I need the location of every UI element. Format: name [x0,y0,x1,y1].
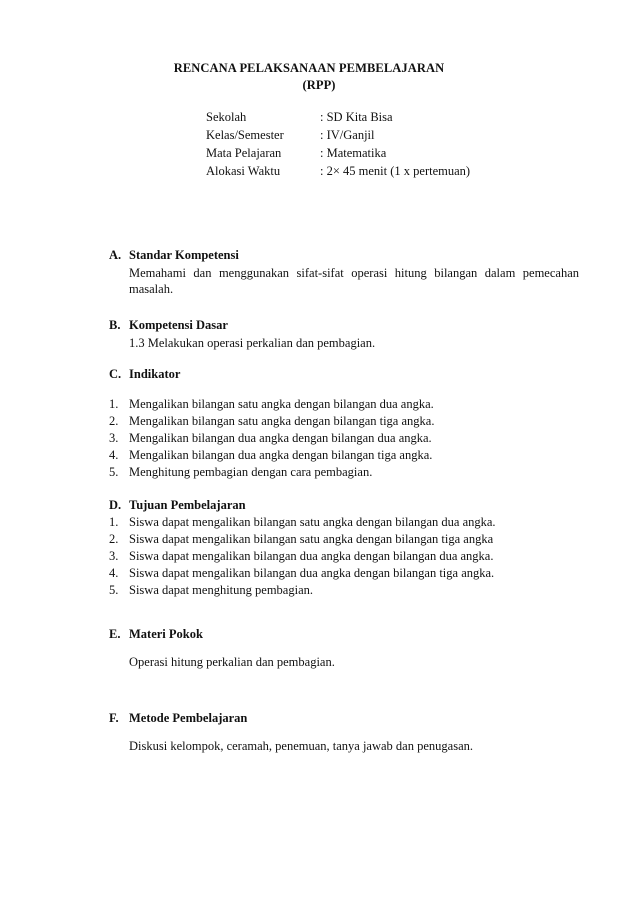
section-body-line: Memahami dan menggunakan sifat-sifat operasi hitung bilangan dalam pemecahan [129,266,579,280]
list-number: 4. [109,566,119,580]
section-letter: E. [109,627,121,641]
info-label: Mata Pelajaran [206,146,282,160]
list-item [109,531,579,548]
info-row-sekolah [206,109,536,127]
section-body [109,738,579,754]
list-text: Siswa dapat mengalikan bilangan satu angka dengan bilangan dua angka. [129,515,496,529]
list-item [109,430,579,447]
list-text: Siswa dapat mengalikan bilangan satu angka dengan bilangan tiga angka [129,532,494,546]
list-text: Mengalikan bilangan dua angka dengan bilangan tiga angka. [129,448,433,462]
section-letter: C. [109,367,122,381]
info-row-mata-pelajaran [206,145,536,163]
identity-table [206,109,536,181]
section-heading-text: Tujuan Pembelajaran [129,498,246,512]
section-heading-text: Indikator [129,367,181,381]
section-metode-pembelajaran [109,710,579,754]
section-heading-text: Materi Pokok [129,627,203,641]
list-text: Mengalikan bilangan satu angka dengan bilangan tiga angka. [129,414,435,428]
list-number: 4. [109,448,119,462]
section-heading [109,626,579,644]
list-text: Mengalikan bilangan satu angka dengan bilangan dua angka. [129,397,434,411]
info-value: : SD Kita Bisa [320,110,393,124]
list-item [109,548,579,565]
section-standar-kompetensi [109,247,579,297]
list-number: 1. [109,397,119,411]
section-body-line: masalah. [129,282,174,296]
list-number: 3. [109,431,119,445]
list-item [109,565,579,582]
section-heading-text: Kompetensi Dasar [129,318,228,332]
section-body-line: Diskusi kelompok, ceramah, penemuan, tanya jawab dan penugasan. [129,739,473,753]
section-heading [109,366,579,384]
section-heading-text: Metode Pembelajaran [129,711,248,725]
list-number: 5. [109,583,119,597]
section-tujuan-pembelajaran [109,497,579,599]
section-body [109,654,579,670]
section-letter: B. [109,318,121,332]
section-heading [109,710,579,728]
info-label: Kelas/Semester [206,128,284,142]
section-letter: D. [109,498,122,512]
info-value: : 2× 45 menit (1 x pertemuan) [320,164,471,178]
list-number: 3. [109,549,119,563]
section-indikator [109,366,579,481]
list-text: Mengalikan bilangan dua angka dengan bilangan dua angka. [129,431,432,445]
document-title: RENCANA PELAKSANAAN PEMBELAJARAN [173,61,445,75]
section-heading-text: Standar Kompetensi [129,248,239,262]
info-value: : IV/Ganjil [320,128,375,142]
section-letter: F. [109,711,119,725]
section-heading [109,247,579,265]
section-heading [109,317,579,335]
document-subtitle: (RPP) [302,78,336,92]
info-row-kelas-semester [206,127,536,145]
section-body-line: Operasi hitung perkalian dan pembagian. [129,655,335,669]
section-body-line: 1.3 Melakukan operasi perkalian dan pembagian. [129,336,376,350]
list-text: Menghitung pembagian dengan cara pembagian. [129,465,373,479]
section-kompetensi-dasar [109,317,579,351]
list-number: 5. [109,465,119,479]
info-value: : Matematika [320,146,387,160]
section-body [109,335,579,351]
list-text: Siswa dapat mengalikan bilangan dua angka dengan bilangan tiga angka. [129,566,495,580]
info-label: Alokasi Waktu [206,164,281,178]
section-heading [109,497,579,514]
list-item [109,413,579,430]
info-row-alokasi-waktu [206,163,536,181]
list-item [109,396,579,413]
list-item [109,582,579,599]
section-letter: A. [109,248,122,262]
list-text: Siswa dapat mengalikan bilangan dua angka dengan bilangan dua angka. [129,549,494,563]
list-number: 2. [109,414,119,428]
list-number: 1. [109,515,119,529]
list-item [109,514,579,531]
list-item [109,447,579,464]
list-item [109,464,579,481]
section-materi-pokok [109,626,579,670]
section-body [109,265,579,297]
list-number: 2. [109,532,119,546]
list-text: Siswa dapat menghitung pembagian. [129,583,313,597]
info-label: Sekolah [206,110,247,124]
